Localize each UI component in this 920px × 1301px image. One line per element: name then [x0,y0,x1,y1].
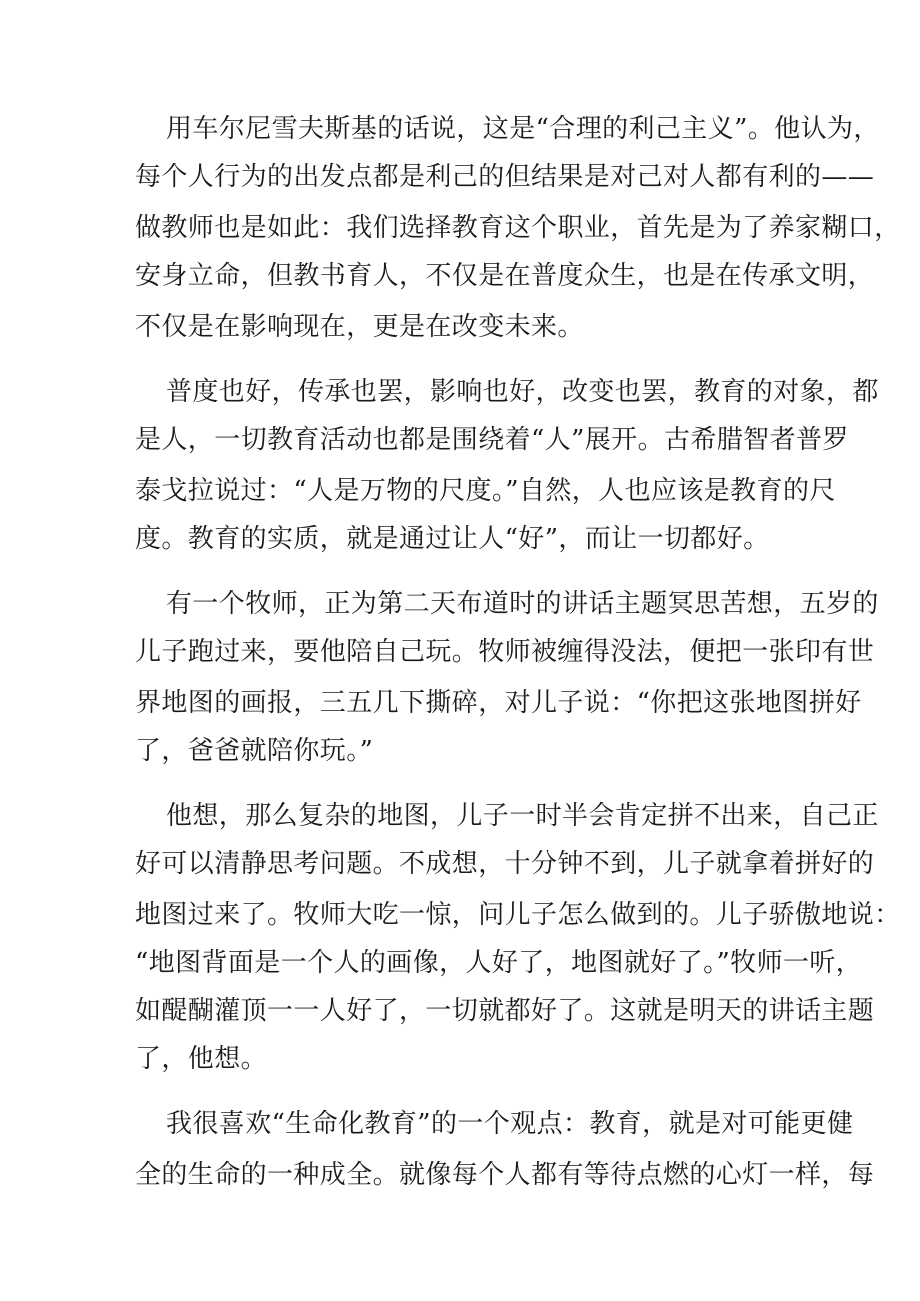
text-line: 每个人行为的出发点都是利己的但结果是对己对人都有利的—— [135,162,875,192]
text-line: 如醍醐灌顶一一人好了，一切就都好了。这就是明天的讲话主题 [135,996,875,1026]
text-line: 有一个牧师，正为第二天布道时的讲话主题冥思苦想，五岁的 [166,589,879,619]
text-line: 不仅是在影响现在，更是在改变未来。 [135,312,584,342]
text-line: 界地图的画报，三五几下撕碎，对儿子说：“你把这张地图拼好 [135,688,862,718]
text-line: 全的生命的一种成全。就像每个人都有等待点燃的心灯一样，每 [135,1160,875,1190]
text-line: 泰戈拉说过：“人是万物的尺度。”自然，人也应该是教育的尺 [135,476,836,506]
text-line: 儿子跑过来，要他陪自己玩。牧师被缠得没法，便把一张印有世 [135,637,875,667]
text-line: 我很喜欢“生命化教育”的一个观点：教育，就是对可能更健 [166,1109,854,1139]
text-line: “地图背面是一个人的画像，人好了，地图就好了。”牧师一听， [135,948,863,978]
text-line: 度。教育的实质，就是通过让人“好”，而让一切都好。 [135,524,770,554]
text-line: 做教师也是如此：我们选择教育这个职业，首先是为了养家糊口， [135,213,901,243]
text-line: 安身立命，但教书育人，不仅是在普度众生，也是在传承文明， [135,261,875,291]
text-line: 用车尔尼雪夫斯基的话说，这是“合理的利己主义”。他认为， [166,114,880,144]
text-line: 了，爸爸就陪你玩。” [135,736,374,766]
text-line: 地图过来了。牧师大吃一惊，问儿子怎么做到的。儿子骄傲地说： [135,900,901,930]
text-line: 他想，那么复杂的地图，儿子一时半会肯定拼不出来，自己正 [166,801,879,831]
text-line: 了，他想。 [135,1044,268,1074]
text-line: 是人，一切教育活动也都是围绕着“人”展开。古希腊智者普罗 [135,425,849,455]
text-line: 好可以清静思考问题。不成想，十分钟不到，儿子就拿着拼好的 [135,849,875,879]
text-line: 普度也好，传承也罢，影响也好，改变也罢，教育的对象，都 [166,377,879,407]
